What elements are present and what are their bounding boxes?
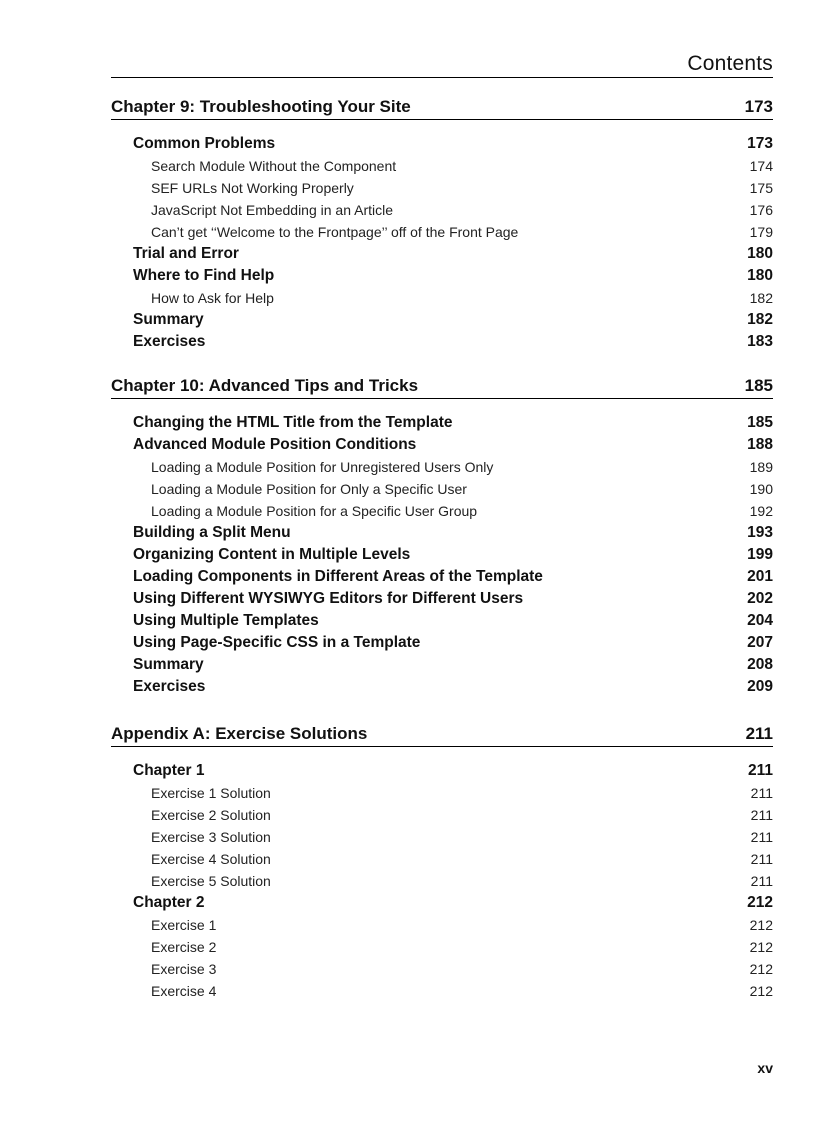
entry-title: Exercise 1 Solution [151, 785, 271, 801]
entry-title: Using Different WYSIWYG Editors for Different Users [133, 590, 524, 607]
toc-subentry[interactable] [111, 177, 773, 199]
entry-title: Exercises [133, 678, 206, 695]
entry-page: 183 [747, 333, 773, 350]
chapter-title: Chapter 10: Advanced Tips and Tricks [111, 376, 419, 395]
page-header [111, 50, 773, 78]
entry-title: JavaScript Not Embedding in an Article [151, 202, 394, 218]
entry-title: Loading a Module Position for Unregistered Users Only [151, 459, 494, 475]
toc-entry[interactable] [111, 654, 773, 676]
entry-title: Summary [133, 311, 204, 328]
entry-page: 182 [747, 311, 773, 328]
entry-page: 173 [747, 135, 773, 152]
entry-title: Exercise 1 [151, 917, 217, 933]
toc-section [111, 97, 773, 353]
toc-entry[interactable] [111, 133, 773, 155]
entry-page: 211 [750, 807, 773, 823]
toc-entry[interactable] [111, 544, 773, 566]
entry-page: 193 [747, 524, 773, 541]
chapter-page: 185 [744, 376, 773, 395]
toc-entry[interactable] [111, 522, 773, 544]
toc-subentry[interactable] [111, 936, 773, 958]
toc-entry[interactable] [111, 610, 773, 632]
entry-page: 185 [747, 414, 773, 431]
chapter-title: Appendix A: Exercise Solutions [111, 724, 368, 743]
chapter-page: 173 [744, 97, 773, 116]
entry-title: Exercise 4 [151, 983, 217, 999]
entry-page: 211 [750, 873, 773, 889]
entry-title: Changing the HTML Title from the Template [133, 414, 453, 431]
entry-title: How to Ask for Help [151, 290, 274, 306]
entry-title: Search Module Without the Component [151, 158, 397, 174]
entry-title: Using Multiple Templates [133, 612, 319, 629]
toc-entry[interactable] [111, 892, 773, 914]
toc-subentry[interactable] [111, 958, 773, 980]
toc-subentry[interactable] [111, 199, 773, 221]
entry-title: Advanced Module Position Conditions [133, 436, 417, 453]
entry-title: Where to Find Help [133, 267, 275, 284]
toc-subentry[interactable] [111, 980, 773, 1002]
toc-entry[interactable] [111, 412, 773, 434]
chapter-page: 211 [745, 724, 773, 743]
toc-entries [111, 412, 773, 698]
toc-subentry[interactable] [111, 155, 773, 177]
entry-page: 201 [747, 568, 773, 585]
entry-title: Trial and Error [133, 245, 239, 262]
running-header-title: Contents [687, 52, 773, 75]
entry-title: Loading a Module Position for Only a Specific User [151, 481, 467, 497]
entry-page: 179 [749, 224, 773, 240]
toc-entry[interactable] [111, 676, 773, 698]
entry-title: Using Page-Specific CSS in a Template [133, 634, 421, 651]
entry-title: Loading Components in Different Areas of the Template [133, 568, 543, 585]
toc-subentry[interactable] [111, 782, 773, 804]
chapter-heading[interactable] [111, 376, 773, 399]
entry-title: Common Problems [133, 135, 276, 152]
entry-page: 199 [747, 546, 773, 563]
entry-page: 211 [750, 785, 773, 801]
entry-page: 211 [750, 829, 773, 845]
chapter-title: Chapter 9: Troubleshooting Your Site [111, 97, 411, 116]
entry-title: Organizing Content in Multiple Levels [133, 546, 411, 563]
toc-entry[interactable] [111, 566, 773, 588]
entry-title: Can’t get ‘‘Welcome to the Frontpage’’ off of the Front Page [151, 224, 519, 240]
folio-page-number: xv [757, 1060, 773, 1076]
entry-title: Summary [133, 656, 204, 673]
toc-subentry[interactable] [111, 848, 773, 870]
entry-title: Exercises [133, 333, 206, 350]
entry-page: 212 [747, 894, 773, 911]
entry-title: Exercise 2 [151, 939, 217, 955]
entry-page: 182 [749, 290, 773, 306]
toc-section [111, 376, 773, 698]
entry-page: 190 [749, 481, 773, 497]
entry-page: 192 [749, 503, 773, 519]
entry-page: 212 [749, 939, 773, 955]
entry-page: 188 [747, 436, 773, 453]
entry-page: 204 [747, 612, 773, 629]
entry-title: Exercise 2 Solution [151, 807, 271, 823]
entry-title: Chapter 1 [133, 762, 205, 779]
toc-entry[interactable] [111, 309, 773, 331]
toc-subentry[interactable] [111, 804, 773, 826]
chapter-heading[interactable] [111, 97, 773, 120]
entry-title: Loading a Module Position for a Specific User Group [151, 503, 478, 519]
toc-subentry[interactable] [111, 826, 773, 848]
entry-page: 202 [747, 590, 773, 607]
toc-subentry[interactable] [111, 478, 773, 500]
entry-page: 209 [747, 678, 773, 695]
toc-section [111, 724, 773, 1002]
entry-title: Building a Split Menu [133, 524, 291, 541]
toc-subentry[interactable] [111, 221, 773, 243]
toc-entries [111, 133, 773, 353]
toc-subentry[interactable] [111, 870, 773, 892]
entry-page: 212 [749, 983, 773, 999]
toc-entry[interactable] [111, 331, 773, 353]
entry-page: 212 [749, 917, 773, 933]
entry-page: 180 [747, 245, 773, 262]
entry-page: 211 [750, 851, 773, 867]
toc-entry[interactable] [111, 243, 773, 265]
entry-page: 175 [749, 180, 773, 196]
entry-page: 176 [749, 202, 773, 218]
entry-page: 189 [749, 459, 773, 475]
chapter-heading[interactable] [111, 724, 773, 747]
toc-entry[interactable] [111, 588, 773, 610]
toc-entry[interactable] [111, 265, 773, 287]
entry-title: Exercise 3 Solution [151, 829, 271, 845]
entry-title: Exercise 3 [151, 961, 217, 977]
entry-page: 207 [747, 634, 773, 651]
toc-entry[interactable] [111, 760, 773, 782]
toc-subentry[interactable] [111, 456, 773, 478]
entry-page: 180 [747, 267, 773, 284]
entry-title: Exercise 4 Solution [151, 851, 271, 867]
toc-entries [111, 760, 773, 1002]
toc-subentry[interactable] [111, 914, 773, 936]
entry-title: Chapter 2 [133, 894, 205, 911]
toc-subentry[interactable] [111, 287, 773, 309]
entry-page: 211 [747, 762, 773, 779]
toc-subentry[interactable] [111, 500, 773, 522]
toc-entry[interactable] [111, 632, 773, 654]
entry-page: 174 [749, 158, 773, 174]
entry-title: SEF URLs Not Working Properly [151, 180, 354, 196]
toc-entry[interactable] [111, 434, 773, 456]
entry-page: 208 [747, 656, 773, 673]
entry-title: Exercise 5 Solution [151, 873, 271, 889]
entry-page: 212 [749, 961, 773, 977]
